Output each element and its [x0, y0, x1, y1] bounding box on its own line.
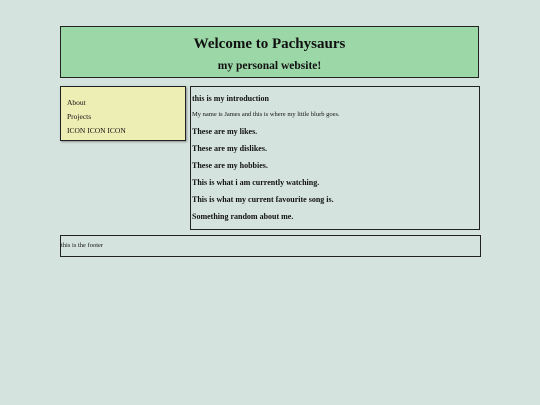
section-random: Something random about me. [192, 212, 294, 221]
sidebar-item-about[interactable]: About [67, 98, 86, 107]
section-watching: This is what i am currently watching. [192, 178, 320, 187]
section-favourite-song: This is what my current favourite song is. [192, 195, 334, 204]
section-dislikes: These are my dislikes. [192, 144, 267, 153]
site-header [60, 26, 479, 78]
sidebar-item-icons[interactable]: ICON ICON ICON [67, 126, 126, 135]
section-hobbies: These are my hobbies. [192, 161, 268, 170]
section-likes: These are my likes. [192, 127, 258, 136]
intro-heading: this is my introduction [192, 94, 269, 103]
sidebar-item-projects[interactable]: Projects [67, 112, 92, 121]
main-content [190, 86, 480, 230]
intro-text: My name is James and this is where my little blurb goes. [192, 111, 340, 118]
sidebar-nav [60, 86, 186, 141]
page-subtitle: my personal website! [217, 60, 322, 72]
page-title: Welcome to Pachysaurs [193, 36, 346, 52]
footer-text: this is the footer [61, 242, 104, 249]
site-footer [60, 235, 481, 257]
